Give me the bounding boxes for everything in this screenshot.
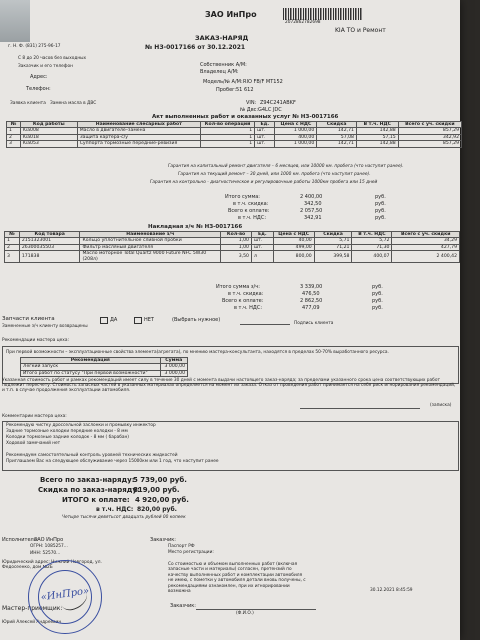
recommend-sign-line xyxy=(300,408,420,409)
works-header-cell: № xyxy=(7,122,21,128)
phone-label: Телефон: xyxy=(26,86,51,92)
vin-label: VIN: xyxy=(246,100,257,106)
recommend-header-cell: Сумма xyxy=(160,358,187,364)
works-header-cell: Кол-во операций xyxy=(200,122,254,128)
works-cell: шт. xyxy=(255,134,275,140)
works-total-value: 2 400,00 xyxy=(300,194,323,200)
left-info-2: С 8 до 20 часов без выходных xyxy=(18,56,87,61)
summary-discount-value: 819,00 руб. xyxy=(133,486,180,494)
comments-title: Комментарии мастера цеха: xyxy=(2,414,67,419)
parts-title: Накладная з/ч № НЗ-0017166 xyxy=(148,224,243,230)
works-discount-unit: руб. xyxy=(375,201,386,207)
parts-cell: 40,00 xyxy=(273,238,314,244)
table-row xyxy=(7,141,462,147)
works-cell: Kia018 xyxy=(20,134,77,140)
works-cell: Суппорта тормозные передние-ревизия xyxy=(77,141,200,147)
return-parts-label: Запчасти клиента xyxy=(2,316,55,322)
warranty-1: Гарантия на капитальный ремонт двигателя – 6 месяцев, или 10000 км. пробега (что наступит ранее). xyxy=(168,164,404,169)
parts-header-cell: Скидка xyxy=(314,232,352,238)
mileage-label: Пробег: xyxy=(216,87,237,93)
parts-cell: 26300035503 xyxy=(19,244,80,250)
parts-cell: 34,29 xyxy=(392,238,460,244)
works-cell: 1 xyxy=(7,128,21,134)
works-title: Акт выполненных работ и оказанных услуг № НЗ-0017166 xyxy=(152,114,339,120)
parts-total-value: 3 339,00 xyxy=(300,284,323,290)
works-cell: 1 xyxy=(200,134,254,140)
parts-cell: 71,21 xyxy=(314,244,352,250)
works-cell: 142,71 xyxy=(317,128,357,134)
works-cell: 1 xyxy=(200,141,254,147)
recommend-table xyxy=(20,357,188,377)
warranty-2: Гарантия на текущий ремонт – 30 дней, или 1000 км. пробега (что наступит ранее). xyxy=(178,172,371,177)
works-discount-label: в т.ч. скидка: xyxy=(233,201,269,207)
sign-datetime: 30.12.2021 8:45:59 xyxy=(370,588,413,593)
works-cell: 3 xyxy=(7,141,21,147)
owner-label: Собственник А/М: xyxy=(200,62,247,68)
comment-line: Задние тормозные колодки передние колодки - 8 мм xyxy=(6,429,128,434)
parts-cell: 427,79 xyxy=(392,244,460,250)
summary-pay-value: 4 920,00 руб. xyxy=(135,496,189,504)
works-header-cell: Цена с НДС xyxy=(275,122,317,128)
works-cell: 857,29 xyxy=(398,141,461,147)
works-cell: 57,08 xyxy=(317,134,357,140)
doc-number: № НЗ-0017166 от 30.12.2021 xyxy=(145,44,246,51)
works-header-cell: Всего с уч. скидки xyxy=(398,122,461,128)
address-label: Адрес: xyxy=(30,74,48,80)
executor-label: Исполнитель: xyxy=(2,537,39,543)
parts-discount-unit: руб. xyxy=(372,291,383,297)
parts-header-cell: Наименование з/ч xyxy=(80,232,221,238)
works-header-cell: Наименование слесарных работ xyxy=(77,122,200,128)
return-no-label: НЕТ xyxy=(144,317,154,323)
works-cell: 1 xyxy=(200,128,254,134)
recommend-text: При первой возможности – эксплуатационные свойства элемента(агрегата), по мнению мастера-консультанта, находятся в пределах 50-70% выработанного ресурса. xyxy=(6,350,389,355)
vin-value: Z94C241ABKF xyxy=(260,100,296,106)
agreement-text: Со стоимостью и объемом выполненных работ (включая запасные части и материалы) согласен, претензий по качеству выполненных работ и комплектации автомобиля не имею, с пометки у автомобиля детали вновь получены, с рекомендациями ознакомлен, при их игнорировании возможна xyxy=(168,562,306,595)
left-info-3: Заказчик и его телефон xyxy=(18,64,73,69)
parts-header-cell: Всего с уч. скидки xyxy=(392,232,460,238)
parts-cell: 171838 xyxy=(19,251,80,263)
parts-cell: 399,58 xyxy=(314,251,352,263)
works-cell: 400,00 xyxy=(275,134,317,140)
return-choose-label: (Выбрать нужное) xyxy=(172,317,221,323)
works-header-cell: Ед. xyxy=(255,122,275,128)
works-cell: 1 000,00 xyxy=(275,128,317,134)
master-signature-label: Мастер-приемщик: xyxy=(2,605,63,612)
customer-sign-line xyxy=(196,609,316,610)
summary-total-value: 5 739,00 руб. xyxy=(133,476,187,484)
return-sign-label: Подпись клиента xyxy=(294,321,334,326)
parts-header-cell: Код товара xyxy=(19,232,80,238)
left-info-1: г. Н. Ф. (831) 275-96-17 xyxy=(8,44,61,49)
parts-cell: 5,71 xyxy=(314,238,352,244)
model-value: RIO FB/F МТ152 xyxy=(243,79,283,85)
return-line2: Замененные з/ч клиенту возвращены xyxy=(2,324,88,329)
parts-table xyxy=(4,231,460,263)
parts-pay-value: 2 862,50 xyxy=(300,298,323,304)
parts-cell: Масло моторное Total Quartz 9000 Future NFC 5W30 (208л) xyxy=(80,251,221,263)
parts-header-cell: В т.ч. НДС xyxy=(352,232,392,238)
parts-cell: шт. xyxy=(251,244,273,250)
ogrn: ОГРН: 1085257... xyxy=(30,544,68,549)
works-total-unit: руб. xyxy=(375,194,386,200)
model-label: Модель/№ А/М: xyxy=(203,79,243,85)
mileage-value: 51 612 xyxy=(236,87,254,93)
works-cell: шт. xyxy=(255,141,275,147)
parts-cell: 1,00 xyxy=(221,244,252,250)
parts-cell: 2151323001 xyxy=(19,238,80,244)
registration: Место регистрации: xyxy=(168,550,214,555)
works-cell: 142,88 xyxy=(356,141,398,147)
parts-vat-value: 477,09 xyxy=(302,305,320,311)
comment-line: Колодки тормозные задние колодок - 8 мм ( барабан) xyxy=(6,435,129,440)
parts-cell: 5,72 xyxy=(352,238,392,244)
parts-cell: 800,00 xyxy=(273,251,314,263)
works-cell: 2 xyxy=(7,134,21,140)
works-cell: Kia053 xyxy=(20,141,77,147)
works-cell: 857,29 xyxy=(398,128,461,134)
parts-cell: 1 xyxy=(5,238,20,244)
parts-total-label: Итого сумма з/ч: xyxy=(216,284,260,290)
works-cell: Kia008 xyxy=(20,128,77,134)
parts-discount-label: в т.ч. скидка: xyxy=(228,291,264,297)
table-row xyxy=(21,370,188,376)
executor-value: ЗАО ИнПро xyxy=(34,537,64,543)
signature-line xyxy=(240,324,290,325)
table-row xyxy=(5,251,460,263)
summary-vat-label: в т.ч. НДС: xyxy=(96,506,134,513)
comment-line: Приглашаем Вас на следующее обслуживание через 15000км или 1 год, что наступит ранее xyxy=(6,459,219,464)
parts-cell: Фильтр масляный двигателя xyxy=(80,244,221,250)
parts-header-cell: № xyxy=(5,232,20,238)
summary-pay-label: ИТОГО к оплате: xyxy=(62,496,130,504)
customer-sign-label: Заказчик: xyxy=(170,603,196,609)
comment-line: Рекомендуем самостоятельный контроль уровней технических жидкостей xyxy=(6,453,178,458)
parts-header-cell: Кол-во xyxy=(221,232,252,238)
barcode-text: 2072862782698 xyxy=(285,20,321,25)
recommend-cell: 3 000,00 xyxy=(160,370,187,376)
works-header-cell: Скидка xyxy=(317,122,357,128)
parts-pay-unit: руб. xyxy=(372,298,383,304)
works-cell: 342,92 xyxy=(398,134,461,140)
parts-cell: шт. xyxy=(251,238,273,244)
works-header-cell: В т.ч. НДС xyxy=(356,122,398,128)
works-pay-label: Всего к оплате: xyxy=(228,208,270,214)
comment-line: Ходовой замечаний нет xyxy=(6,441,61,446)
passport: Паспорт РФ xyxy=(168,544,195,549)
return-yes-label: ДА xyxy=(110,317,118,323)
stamp-text: «ИнПро» xyxy=(40,585,90,604)
recommend-sign: (записка) xyxy=(430,403,452,408)
parts-cell: 2 xyxy=(5,244,20,250)
parts-cell: 71,30 xyxy=(352,244,392,250)
brand-label: KIA ТО и Ремонт xyxy=(335,27,386,34)
parts-cell: 3,50 xyxy=(221,251,252,263)
reason-label: Заявка клиента xyxy=(10,101,46,106)
summary-vat-value: 820,00 руб. xyxy=(137,506,177,513)
recommend-header-cell: Рекомендация xyxy=(21,358,161,364)
works-vat-value: 342,91 xyxy=(304,215,322,221)
warranty-3: Гарантия на контрольно - диагностическое и регулировочные работы 1000км пробега или 15 дней xyxy=(150,180,378,185)
company-title: ЗАО ИнПро xyxy=(205,10,257,19)
parts-discount-value: 476,50 xyxy=(302,291,320,297)
engine-value: G4LC JDC xyxy=(258,107,282,113)
works-cell: шт. xyxy=(255,128,275,134)
works-cell: 142,71 xyxy=(317,141,357,147)
summary-total-label: Всего по заказ-наряду: xyxy=(40,476,135,484)
fio-label: (Ф.И.О.) xyxy=(236,611,254,616)
recommend-title: Рекомендации мастера цеха: xyxy=(2,338,69,343)
inn: ИНН: 52570... xyxy=(30,551,61,556)
return-yes-checkbox[interactable] xyxy=(100,317,108,324)
parts-cell: 499,00 xyxy=(273,244,314,250)
recommend-cell: Итого работ по статусу "При первой возможности" xyxy=(21,370,161,376)
parts-vat-unit: руб. xyxy=(372,305,383,311)
works-cell: 142,88 xyxy=(356,128,398,134)
works-total-label: Итого сумма: xyxy=(225,194,260,200)
parts-cell: 1,00 xyxy=(221,238,252,244)
works-cell: 57,15 xyxy=(356,134,398,140)
parts-cell: 3 xyxy=(5,251,20,263)
works-table xyxy=(6,121,462,148)
works-pay-unit: руб. xyxy=(375,208,386,214)
works-vat-label: в т.ч. НДС: xyxy=(238,215,267,221)
works-header-cell: Код работы xyxy=(20,122,77,128)
recommend-cell: 3 000,00 xyxy=(160,364,187,370)
reason-value: Замена масла в ДВС xyxy=(50,101,97,106)
works-pay-value: 2 057,50 xyxy=(300,208,323,214)
recommend-cell: Легкий запуск xyxy=(21,364,161,370)
summary-in-words: Четыре тысячи девятьсот двадцать рублей 00 копеек xyxy=(62,515,186,520)
works-cell: Масло в двигателе–замена xyxy=(77,128,200,134)
parts-total-unit: руб. xyxy=(372,284,383,290)
phone-corner xyxy=(0,0,30,42)
recommend-note: Указанная стоимость работ и рамках рекомендаций имеет силу в течение 30 дней с момента выдачи настоящего заказ-наряда; за пределами указанного срока цена соответствующих работ подлежит пересчету. Стоимость запасных частей в указанных материалах определяется на момент их заказа. Отказ от проведения работ принимается на себя риск игнорирования рекомендаций, и т.п. в случае продолжения эксплуатации автомобиля. xyxy=(2,378,456,394)
comment-line: Рекомендую чистку дроссельной заслонки и промывку инжектор xyxy=(6,423,156,428)
parts-header-cell: Цена с НДС xyxy=(273,232,314,238)
parts-cell: 400,07 xyxy=(352,251,392,263)
parts-pay-label: Всего к оплате: xyxy=(222,298,264,304)
return-no-checkbox[interactable] xyxy=(134,317,142,324)
doc-title: ЗАКАЗ-НАРЯД xyxy=(195,34,249,42)
parts-vat-label: в т.ч. НДС: xyxy=(234,305,263,311)
parts-cell: Кольцо уплотнительное сливной пробки xyxy=(80,238,221,244)
works-discount-value: 342,50 xyxy=(304,201,322,207)
summary-discount-label: Скидка по заказ-наряду: xyxy=(38,486,140,494)
holder-label: Владелец А/М: xyxy=(200,69,239,75)
parts-header-cell: Ед. xyxy=(251,232,273,238)
works-cell: 1 000,00 xyxy=(275,141,317,147)
engine-label: № Двс: xyxy=(240,107,259,113)
parts-cell: л xyxy=(251,251,273,263)
legal-address: Юридический адрес: Нижний Новгород, ул. Федосеенко, дом №2Б xyxy=(2,560,102,571)
works-vat-unit: руб. xyxy=(375,215,386,221)
works-cell: Защита картера-с/у xyxy=(77,134,200,140)
master-name: Юрий Алексей Андреевич xyxy=(2,620,62,625)
parts-cell: 2 400,42 xyxy=(392,251,460,263)
customer-label: Заказчик: xyxy=(150,537,176,543)
barcode xyxy=(283,8,363,20)
